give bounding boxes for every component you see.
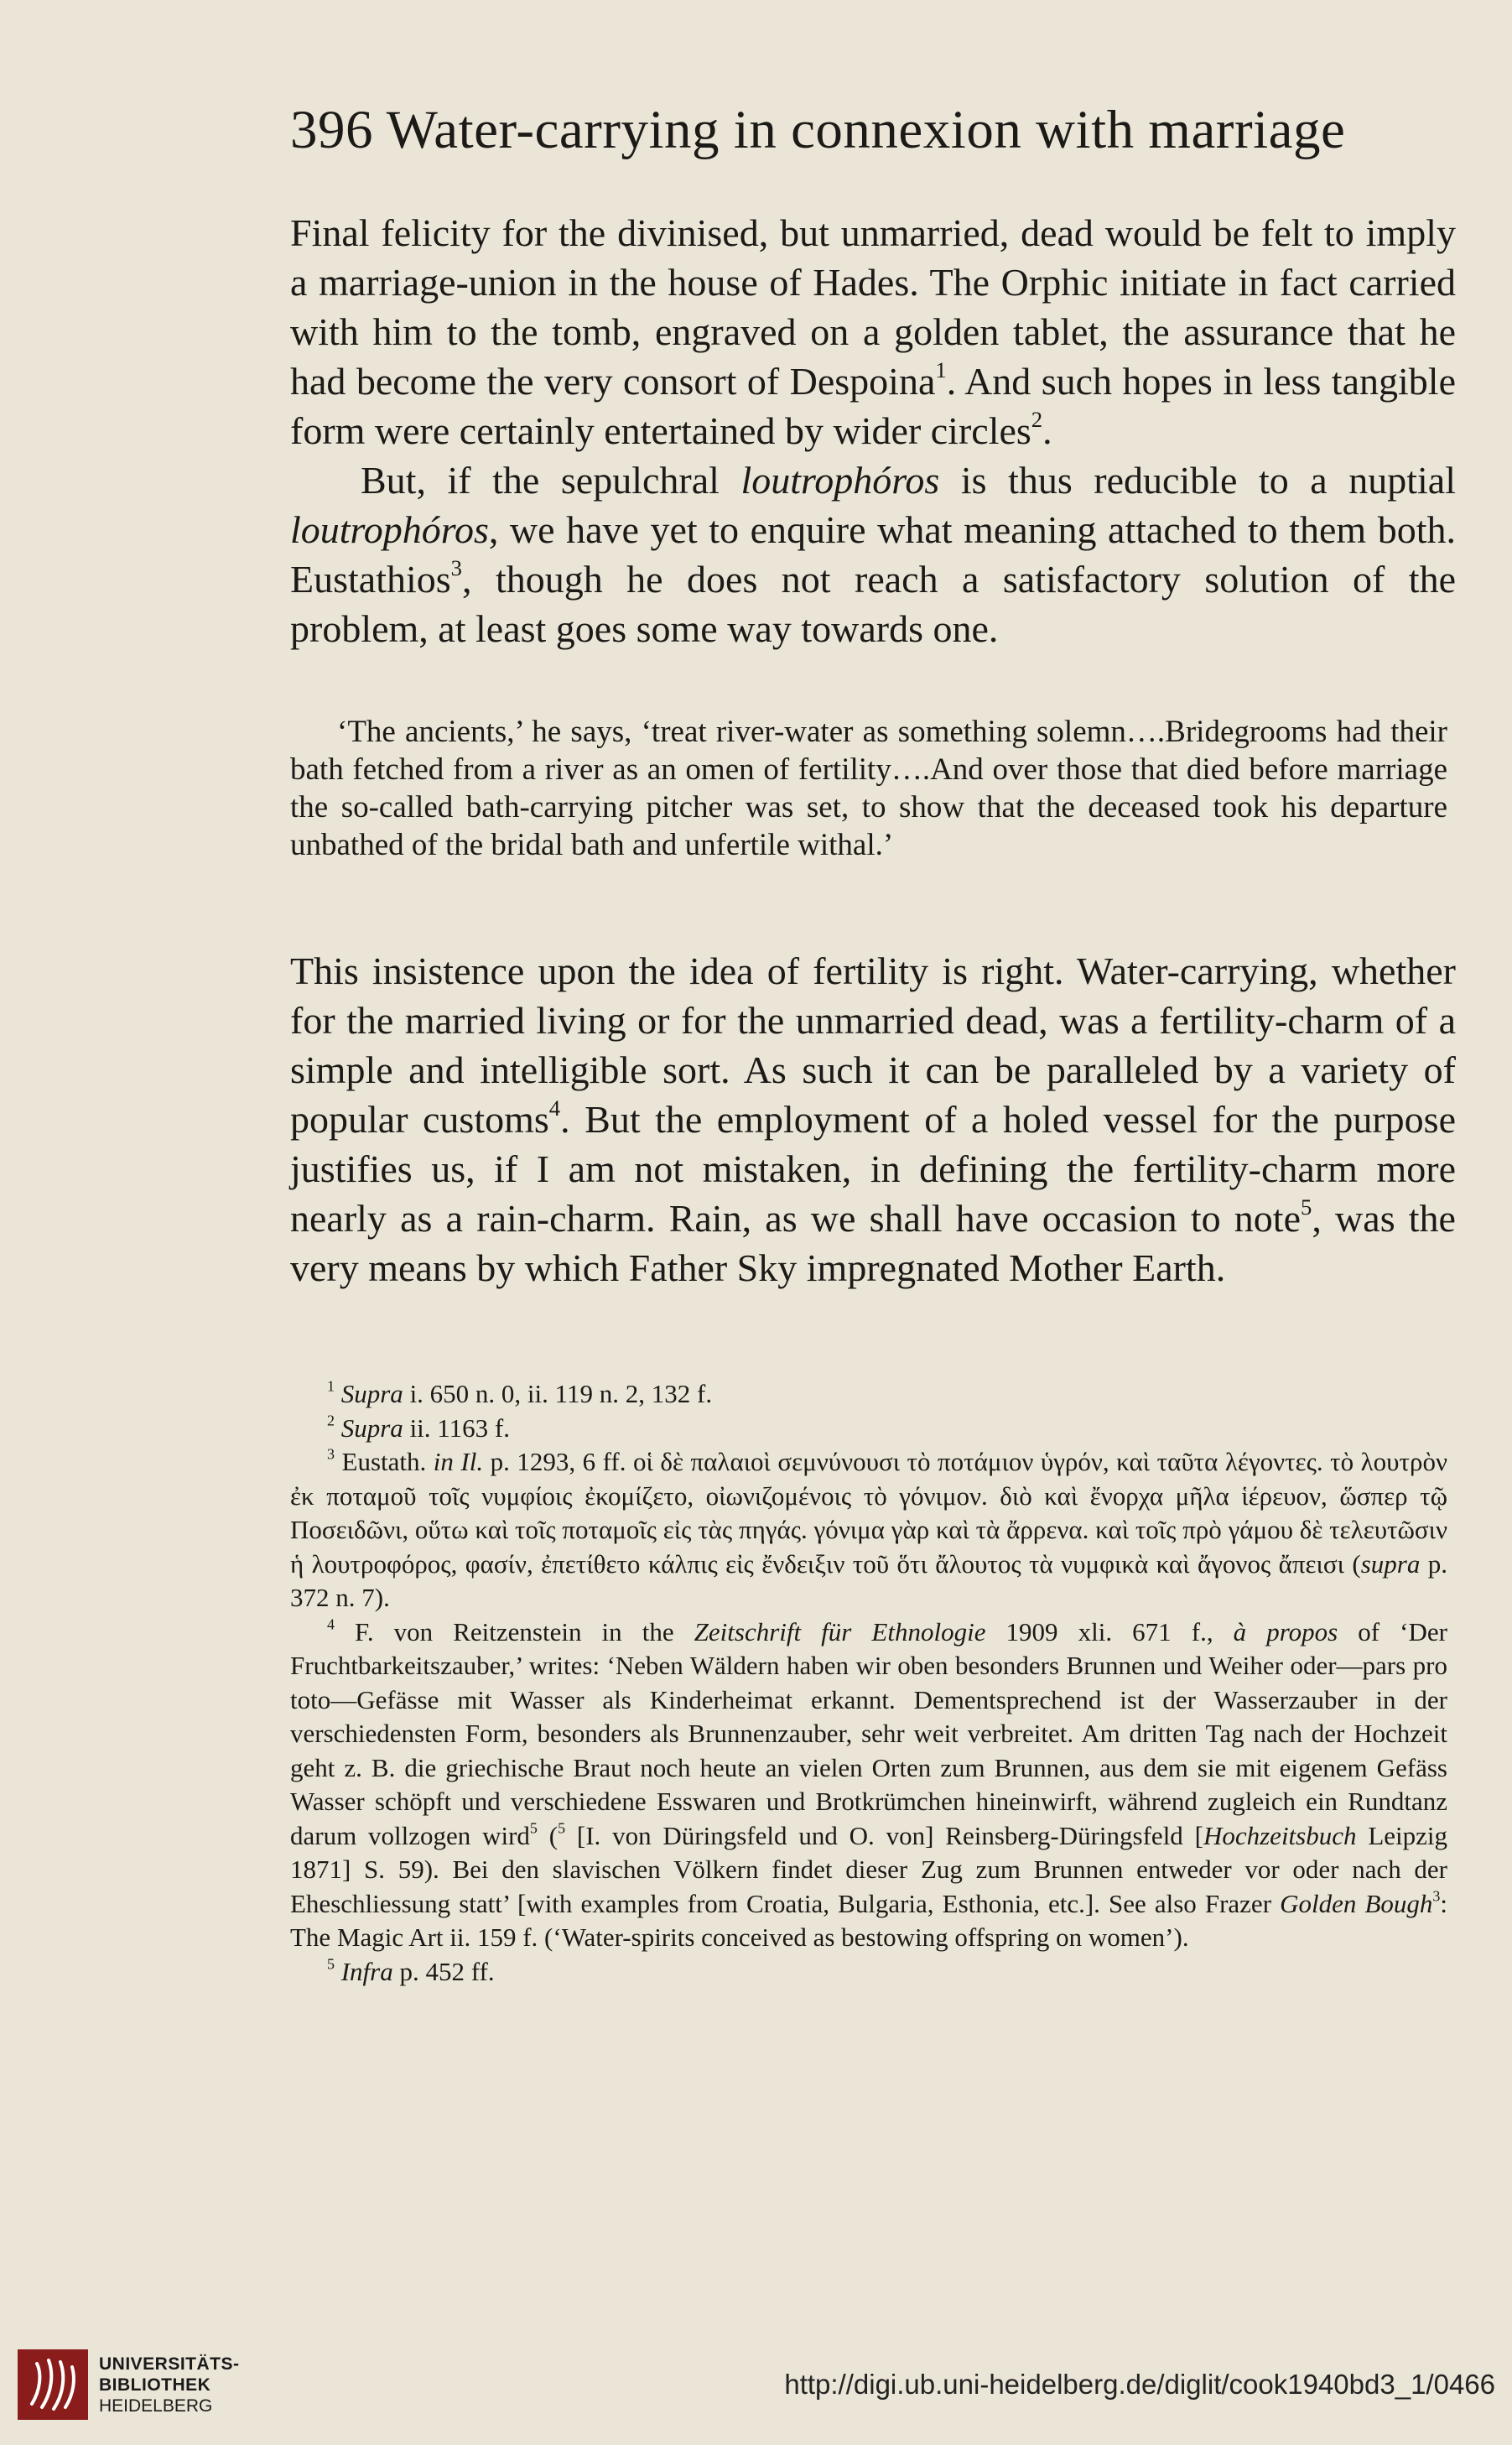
- body-section-1: [290, 208, 1456, 653]
- term-loutrophoros: loutrophóros: [740, 459, 940, 502]
- quote-text: ‘The ancients,’ he says, ‘treat river-water as something solemn….Bridegrooms had their bath fetched from a river as an omen of fertility….And over those that died before marriage the so-called bath-carrying pitcher was set, to show that the deceased took his departure unbathed of the bridal bath and unfertile withal.’: [290, 715, 1447, 862]
- footnote-ref-3: 3: [450, 555, 463, 580]
- page-heading: 396 Water-carrying in connexion with marriage: [290, 100, 1346, 160]
- university-library-logo-icon: [17, 2349, 89, 2421]
- paragraph-2: But, if the sepulchral loutrophóros is thus reducible to a nuptial loutrophóros, we have yet to enquire what meaning attached to them both. Eustathios$^3$, though he does not reach a satisfactory solution of the problem, at least goes some way towards one.: [290, 459, 1456, 650]
- block-quote: [290, 713, 1447, 864]
- source-url-link[interactable]: http://digi.ub.uni-heidelberg.de/diglit/cook1940bd3_1/0466: [784, 2369, 1495, 2400]
- footnote-4: $^4$ F. von Reitzenstein in the Zeitschrift für Ethnologie 1909 xli. 671 f., à propos of ‘Der Fruchtbarkeitszauber,’ writes: ‘Neben Wäldern haben wir oben besonders Brunnen und Weiher oder—pars pro toto—Gefässe mit Wasser als Kinderheimat erkannt. Dementsprechend ist der Wasserzauber in der verschiedensten Form, besonders als Brunnenzauber, sehr weit verbreitet. Am dritten Tag nach der Hochzeit geht z. B. die griechische Braut noch heute an vielen Orten zum Brunnen, aus dem sie mit eigenem Gefäss Wasser schöpft und verschiedene Esswaren und Brotkrümchen hineinwirft, während zugleich ein Rundtanz darum vollzogen wird$^5$ ($^5$ [I. von Düringsfeld und O. von] Reinsberg-Düringsfeld [Hochzeitsbuch Leipzig 1871] S. 59). Bei den slavischen Völkern findet dieser Zug zum Brunnen entweder vor oder nach der Eheschliessung statt’ [with examples from Croatia, Bulgaria, Esthonia, etc.]. See also Frazer Golden Bough$^3$: The Magic Art ii. 159 f. (‘Water-spirits conceived as bestowing offspring on women’).: [290, 1615, 1448, 1952]
- library-name: UNIVERSITÄTS- BIBLIOTHEK HEIDELBERG: [99, 2354, 240, 2416]
- footnote-ref-1: 1: [935, 357, 947, 382]
- body-section-2: [290, 946, 1456, 1293]
- footnote-3: $^3$ Eustath. in Il. p. 1293, 6 ff. οἱ δὲ παλαιοὶ σεμνύνουσι τὸ ποτάμιον ὑγρόν, καὶ ταῦτα λέγοντες. τὸ λουτρὸν ἐκ ποταμοῦ τοῖς νυμφίοις ἐκομίζετο, οἰωνιζομένοις τὸ γόνιμον. διὸ καὶ ἔνορχα μῆλα ἱέρευον, ὥσπερ τῷ Ποσειδῶνι, οὕτω καὶ τοῖς ποταμοῖς εἰς τὰς πηγάς. γόνιμα γὰρ καὶ τὰ ἄρρενα. καὶ τοῖς πρὸ γάμου δὲ τελευτῶσιν ἡ λουτροφόρος, φασίν, ἐπετίθετο κάλπις εἰς ἔνδειξιν τοῦ ὅτι ἄλουτος τὰ νυμφικὰ καὶ ἄγονος ἄπεισι (supra p. 372 n. 7).: [290, 1445, 1448, 1612]
- footnotes: [290, 1377, 1447, 1989]
- footnote-5: $^5$ Infra p. 452 ff.: [327, 1955, 495, 1986]
- footnote-2: $^2$ Supra ii. 1163 f.: [327, 1412, 510, 1443]
- term-loutrophoros: loutrophóros: [290, 508, 489, 551]
- footnote-ref-4: 4: [548, 1095, 561, 1121]
- footnote-ref-5: 5: [1301, 1194, 1312, 1220]
- footnote-ref-2: 2: [1031, 407, 1043, 432]
- paragraph-1: Final felicity for the divinised, but unmarried, dead would be felt to imply a marriage-union in the house of Hades. The Orphic initiate in fact carried with him to the tomb, engraved on a golden tablet, the assurance that he had become the very consort of Despoina$^1$. And such hopes in less tangible form were certainly entertained by wider circles$^2$.: [290, 211, 1456, 452]
- paragraph-3: This insistence upon the idea of fertility is right. Water-carrying, whether for the married living or for the unmarried dead, was a fertility-charm of a simple and intelligible sort. As such it can be paralleled by a variety of popular customs$^4$. But the employment of a holed vessel for the purpose justifies us, if I am not mistaken, in defining the fertility-charm more nearly as a rain-charm. Rain, as we shall have occasion to note$^5$, was the very means by which Father Sky impregnated Mother Earth.: [290, 949, 1457, 1289]
- footnote-1: $^1$ Supra i. 650 n. 0, ii. 119 n. 2, 132 f.: [327, 1377, 713, 1408]
- page-footer: [0, 2332, 1512, 2445]
